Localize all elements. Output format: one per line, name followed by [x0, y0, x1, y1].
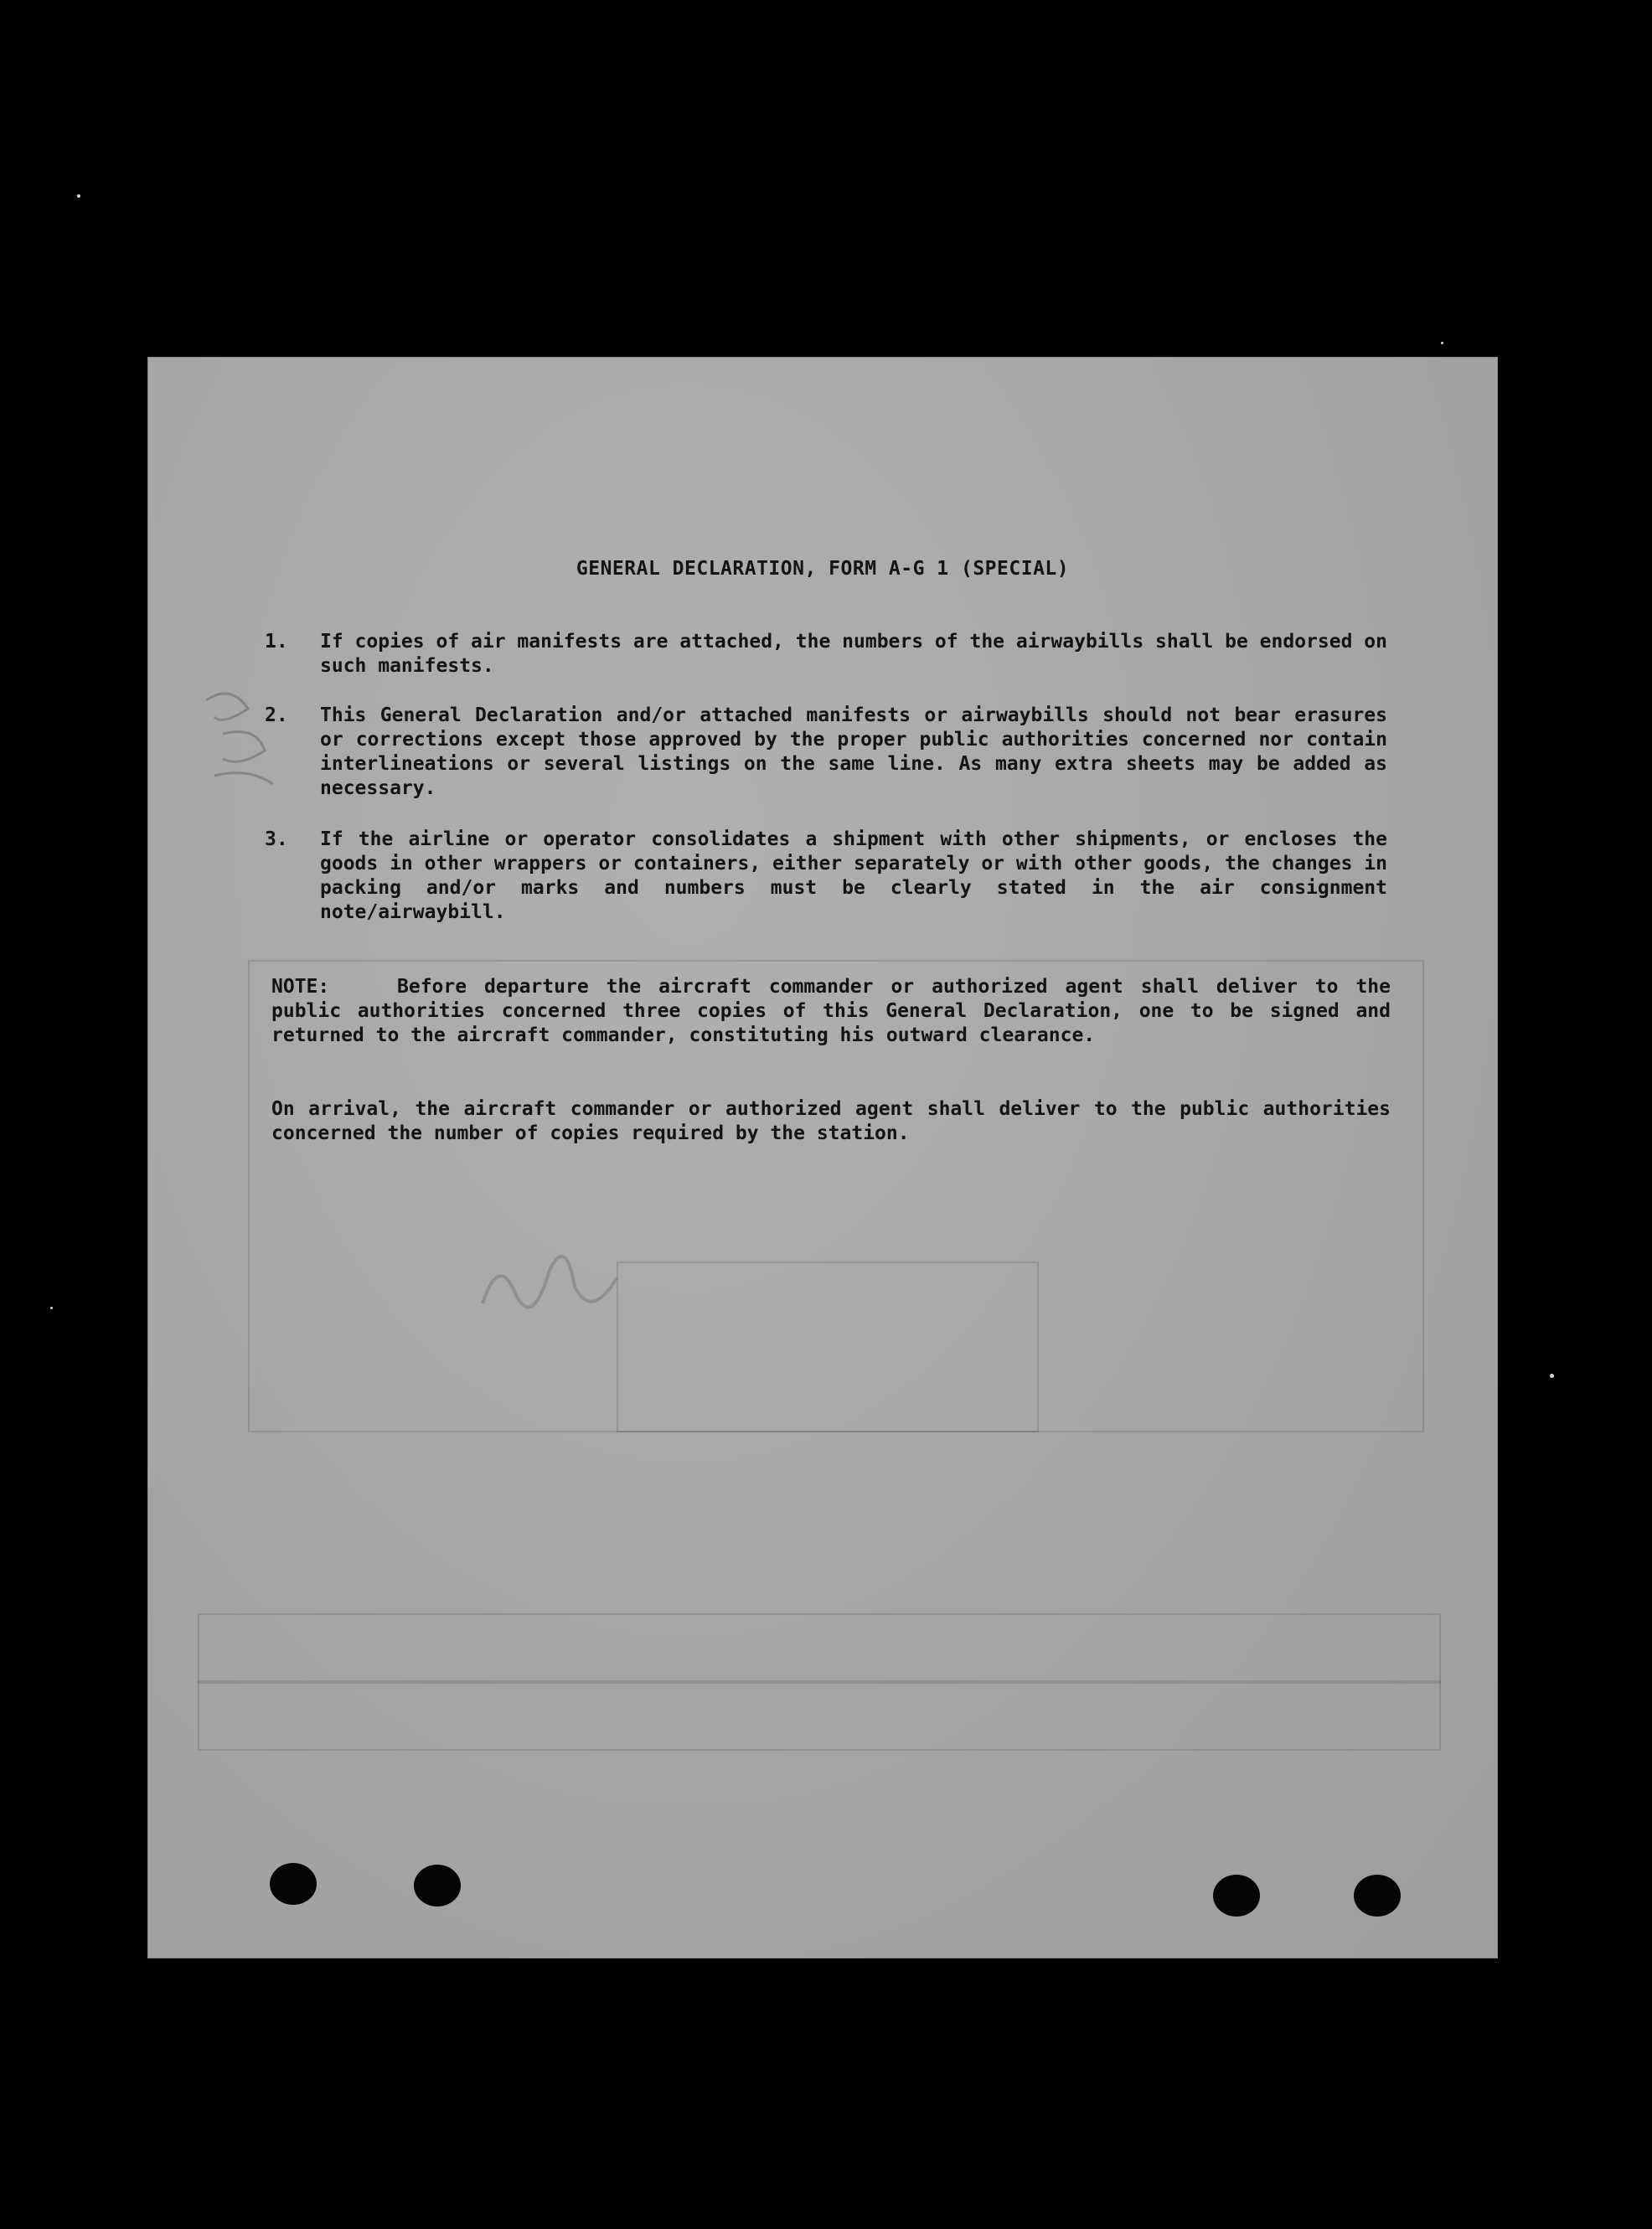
- instruction-item-3: [265, 828, 1387, 925]
- item-text: This General Declaration and/or attached manifests or airwaybills should not bear erasures or corrections except those approved by the proper public authorities concerned nor contain interlineations or several listings on the same line. As many extra sheets may be added as necessary.: [320, 704, 1387, 799]
- instruction-item-1: [265, 630, 1387, 679]
- instruction-item-2: [265, 704, 1387, 801]
- bleed-through-signature: [466, 1220, 633, 1337]
- note-text: Before departure the aircraft commander or authorized agent shall deliver to the public authorities concerned three copies of this General Declaration, one to be signed and returned to the aircraft commander, constituting his outward clearance.: [271, 976, 1391, 1046]
- item-text: If copies of air manifests are attached, the numbers of the airwaybills shall be endorsed on such manifests.: [320, 631, 1387, 677]
- note-label: NOTE:: [271, 976, 330, 998]
- arrival-paragraph: On arrival, the aircraft commander or authorized agent shall deliver to the public authorities concerned the number of copies required by the station.: [271, 1098, 1391, 1144]
- bleed-through-table-cell: [617, 1262, 1039, 1432]
- punch-hole: [1213, 1875, 1260, 1917]
- document-page: [147, 357, 1498, 1958]
- punch-hole: [270, 1863, 317, 1905]
- bleed-through-row: [198, 1613, 1441, 1684]
- dust-speck: [1550, 1374, 1554, 1378]
- dust-speck: [77, 194, 80, 198]
- punch-hole: [414, 1865, 461, 1907]
- dust-speck: [1441, 342, 1443, 344]
- item-number: 3.: [265, 828, 288, 850]
- note-paragraph: [271, 975, 1391, 1048]
- punch-hole: [1354, 1875, 1401, 1917]
- dust-speck: [50, 1307, 53, 1309]
- item-number: 2.: [265, 704, 288, 726]
- bleed-through-row: [198, 1680, 1441, 1751]
- item-number: 1.: [265, 631, 288, 653]
- item-text: If the airline or operator consolidates a shipment with other shipments, or encloses the goods in other wrappers or containers, either separately or with other goods, the changes in packing and/or marks and numbers must be clearly stated in the air consignment note/airwaybill.: [320, 828, 1387, 923]
- form-title: GENERAL DECLARATION, FORM A-G 1 (SPECIAL): [576, 558, 1070, 580]
